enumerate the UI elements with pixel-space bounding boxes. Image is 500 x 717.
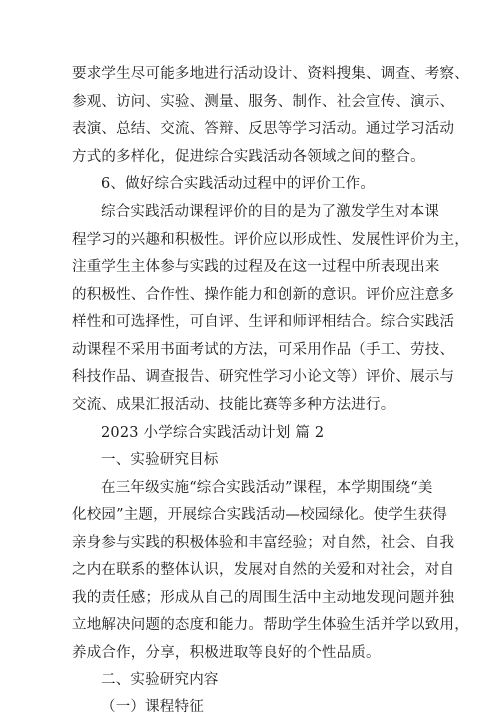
paragraph-line: 养成合作，分享，积极进取等良好的个性品质。 (72, 645, 381, 661)
section-heading: 一、实验研究目标 (101, 452, 219, 468)
paragraph-line: 科技作品、调查报告、研究性学习小论文等）评价、展示与 (72, 369, 455, 385)
paragraph-line: 交流、成果汇报活动、技能比赛等多种方法进行。 (72, 397, 396, 413)
paragraph-line: 在三年级实施“综合实践活动”课程，本学期围绕“美 (101, 480, 433, 496)
section-heading: 6、做好综合实践活动过程中的评价工作。 (101, 176, 376, 192)
paragraph-line: 要求学生尽可能多地进行活动设计、资料搜集、调查、考察、 (72, 66, 469, 82)
paragraph-line: 程学习的兴趣和积极性。评价应以形成性、发展性评价为主， (72, 232, 469, 248)
paragraph-line: 表演、总结、交流、答辩、反思等学习活动。通过学习活动 (72, 121, 455, 137)
paragraph-line: 注重学生主体参与实践的过程及在这一过程中所表现出来 (72, 259, 440, 275)
paragraph-line: 参观、访问、实验、测量、服务、制作、社会宣传、演示、 (72, 94, 455, 110)
paragraph-line: 我的责任感；形成从自己的周围生活中主动地发现问题并独 (72, 590, 455, 606)
paragraph-line: 的积极性、合作性、操作能力和创新的意识。评价应注意多 (72, 287, 455, 303)
plan-title: 2023 小学综合实践活动计划 篇 2 (101, 425, 325, 441)
paragraph-line: 动课程不采用书面考试的方法，可采用作品（手工、劳技、 (72, 342, 455, 358)
paragraph-line: 样性和可选择性，可自评、生评和师评相结合。综合实践活 (72, 314, 455, 330)
paragraph-line: 亲身参与实践的积极体验和丰富经验；对自然，社会、自我 (72, 535, 455, 551)
paragraph-line: 综合实践活动课程评价的目的是为了激发学生对本课 (101, 204, 440, 220)
section-heading: 二、实验研究内容 (101, 672, 219, 688)
paragraph-line: 化校园”主题，开展综合实践活动—校园绿化。使学生获得 (72, 507, 448, 523)
paragraph-line: 之内在联系的整体认识，发展对自然的关爱和对社会，对自 (72, 562, 455, 578)
paragraph-line: 立地解决问题的态度和能力。帮助学生体验生活并学以致用， (72, 617, 469, 633)
subsection-heading: （一）课程特征 (101, 699, 204, 715)
paragraph-line: 方式的多样化，促进综合实践活动各领域之间的整合。 (72, 149, 425, 165)
